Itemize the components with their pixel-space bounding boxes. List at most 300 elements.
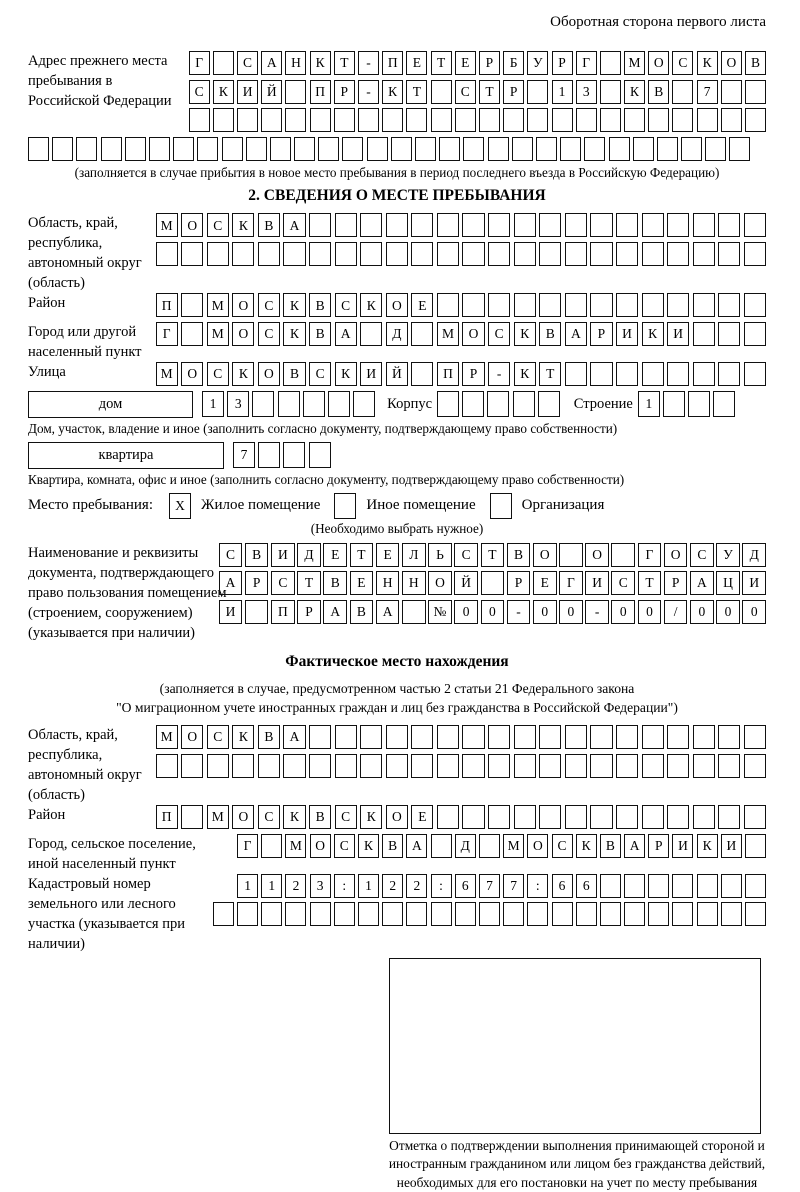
form-cell[interactable]: Д <box>455 834 476 858</box>
form-cell[interactable] <box>411 754 433 778</box>
form-cell[interactable]: 0 <box>716 600 740 624</box>
form-cell[interactable] <box>514 213 536 237</box>
form-cell[interactable] <box>488 242 510 266</box>
form-cell[interactable] <box>536 137 557 161</box>
form-cell[interactable] <box>616 362 638 386</box>
form-cell[interactable]: В <box>745 51 766 75</box>
form-cell[interactable]: К <box>642 322 664 346</box>
form-cell[interactable] <box>565 725 587 749</box>
form-cell[interactable] <box>463 137 484 161</box>
form-cell[interactable] <box>386 754 408 778</box>
form-cell[interactable]: И <box>742 571 766 595</box>
form-cell[interactable] <box>667 293 689 317</box>
form-cell[interactable] <box>718 322 740 346</box>
form-cell[interactable] <box>590 805 612 829</box>
form-cell[interactable] <box>285 108 306 132</box>
form-cell[interactable] <box>721 902 742 926</box>
form-cell[interactable] <box>181 322 203 346</box>
form-cell[interactable] <box>462 754 484 778</box>
form-cell[interactable] <box>693 242 715 266</box>
form-cell[interactable] <box>437 754 459 778</box>
form-cell[interactable]: Д <box>297 543 321 567</box>
form-cell[interactable] <box>52 137 73 161</box>
form-cell[interactable] <box>642 805 664 829</box>
form-cell[interactable]: К <box>213 80 234 104</box>
form-cell[interactable] <box>590 242 612 266</box>
form-cell[interactable] <box>342 137 363 161</box>
form-cell[interactable]: М <box>207 293 229 317</box>
form-cell[interactable] <box>744 293 766 317</box>
checkbox-other-premises[interactable] <box>334 493 356 519</box>
form-cell[interactable] <box>439 137 460 161</box>
form-cell[interactable] <box>718 213 740 237</box>
form-cell[interactable] <box>261 902 282 926</box>
form-cell[interactable] <box>462 391 484 417</box>
form-cell[interactable]: Е <box>406 51 427 75</box>
form-cell[interactable] <box>718 293 740 317</box>
form-cell[interactable]: С <box>611 571 635 595</box>
form-cell[interactable] <box>693 322 715 346</box>
form-cell[interactable] <box>213 108 234 132</box>
form-cell[interactable]: 3 <box>310 874 331 898</box>
form-cell[interactable]: 7 <box>697 80 718 104</box>
form-cell[interactable]: 0 <box>481 600 505 624</box>
checkbox-residential[interactable]: X <box>169 493 191 519</box>
form-cell[interactable]: Е <box>411 805 433 829</box>
form-cell[interactable] <box>173 137 194 161</box>
form-cell[interactable]: К <box>624 80 645 104</box>
form-cell[interactable]: М <box>437 322 459 346</box>
form-cell[interactable] <box>744 725 766 749</box>
form-cell[interactable]: О <box>181 362 203 386</box>
form-cell[interactable] <box>437 805 459 829</box>
form-cell[interactable]: С <box>309 362 331 386</box>
form-cell[interactable] <box>584 137 605 161</box>
form-cell[interactable] <box>283 242 305 266</box>
form-cell[interactable] <box>285 80 306 104</box>
form-cell[interactable] <box>616 725 638 749</box>
form-cell[interactable]: Г <box>156 322 178 346</box>
form-cell[interactable]: С <box>207 725 229 749</box>
form-cell[interactable]: С <box>271 571 295 595</box>
form-cell[interactable] <box>488 725 510 749</box>
form-cell[interactable]: Р <box>664 571 688 595</box>
form-cell[interactable]: Г <box>559 571 583 595</box>
form-cell[interactable] <box>648 874 669 898</box>
form-cell[interactable] <box>611 543 635 567</box>
form-cell[interactable]: Н <box>402 571 426 595</box>
form-cell[interactable]: С <box>690 543 714 567</box>
form-cell[interactable]: У <box>716 543 740 567</box>
form-cell[interactable]: Р <box>507 571 531 595</box>
apartment-type-box[interactable]: квартира <box>28 442 224 469</box>
form-cell[interactable] <box>667 242 689 266</box>
form-cell[interactable] <box>624 108 645 132</box>
form-cell[interactable] <box>222 137 243 161</box>
form-cell[interactable]: О <box>232 293 254 317</box>
form-cell[interactable] <box>462 293 484 317</box>
form-cell[interactable] <box>697 902 718 926</box>
form-cell[interactable]: - <box>358 80 379 104</box>
form-cell[interactable]: С <box>189 80 210 104</box>
form-cell[interactable]: И <box>360 362 382 386</box>
form-cell[interactable] <box>488 293 510 317</box>
form-cell[interactable]: М <box>624 51 645 75</box>
form-cell[interactable]: Е <box>455 51 476 75</box>
form-cell[interactable]: К <box>283 805 305 829</box>
form-cell[interactable] <box>745 902 766 926</box>
form-cell[interactable]: П <box>310 80 331 104</box>
form-cell[interactable]: Р <box>503 80 524 104</box>
form-cell[interactable]: О <box>232 805 254 829</box>
form-cell[interactable] <box>181 754 203 778</box>
form-cell[interactable]: О <box>232 322 254 346</box>
form-cell[interactable] <box>386 242 408 266</box>
form-cell[interactable]: В <box>309 293 331 317</box>
form-cell[interactable]: Н <box>376 571 400 595</box>
form-cell[interactable]: Д <box>386 322 408 346</box>
form-cell[interactable]: 1 <box>237 874 258 898</box>
form-cell[interactable] <box>261 834 282 858</box>
form-cell[interactable] <box>334 902 355 926</box>
form-cell[interactable] <box>431 108 452 132</box>
form-cell[interactable]: / <box>664 600 688 624</box>
form-cell[interactable]: М <box>156 725 178 749</box>
form-cell[interactable] <box>318 137 339 161</box>
form-cell[interactable]: И <box>237 80 258 104</box>
form-cell[interactable] <box>552 108 573 132</box>
form-cell[interactable]: А <box>323 600 347 624</box>
form-cell[interactable] <box>663 391 685 417</box>
form-cell[interactable] <box>648 902 669 926</box>
form-cell[interactable]: Т <box>297 571 321 595</box>
form-cell[interactable]: Р <box>648 834 669 858</box>
form-cell[interactable]: 6 <box>552 874 573 898</box>
form-cell[interactable] <box>335 242 357 266</box>
form-cell[interactable]: 3 <box>576 80 597 104</box>
form-cell[interactable] <box>488 213 510 237</box>
form-cell[interactable] <box>538 391 560 417</box>
form-cell[interactable] <box>512 137 533 161</box>
form-cell[interactable]: И <box>721 834 742 858</box>
form-cell[interactable]: С <box>488 322 510 346</box>
form-cell[interactable]: Е <box>376 543 400 567</box>
form-cell[interactable]: И <box>585 571 609 595</box>
form-cell[interactable] <box>744 242 766 266</box>
form-cell[interactable] <box>283 442 305 468</box>
form-cell[interactable] <box>360 754 382 778</box>
form-cell[interactable]: Р <box>462 362 484 386</box>
form-cell[interactable] <box>213 902 234 926</box>
form-cell[interactable] <box>189 108 210 132</box>
form-cell[interactable]: А <box>283 213 305 237</box>
form-cell[interactable] <box>693 754 715 778</box>
form-cell[interactable] <box>125 137 146 161</box>
form-cell[interactable]: П <box>271 600 295 624</box>
form-cell[interactable]: О <box>533 543 557 567</box>
form-cell[interactable]: Г <box>576 51 597 75</box>
form-cell[interactable]: О <box>386 805 408 829</box>
form-cell[interactable] <box>539 213 561 237</box>
form-cell[interactable]: 0 <box>454 600 478 624</box>
form-cell[interactable] <box>616 213 638 237</box>
form-cell[interactable]: О <box>181 213 203 237</box>
form-cell[interactable]: К <box>232 213 254 237</box>
form-cell[interactable]: : <box>334 874 355 898</box>
form-cell[interactable] <box>382 902 403 926</box>
form-cell[interactable]: К <box>232 725 254 749</box>
form-cell[interactable]: 0 <box>533 600 557 624</box>
form-cell[interactable] <box>261 108 282 132</box>
form-cell[interactable] <box>360 242 382 266</box>
form-cell[interactable] <box>391 137 412 161</box>
form-cell[interactable] <box>576 108 597 132</box>
form-cell[interactable]: 3 <box>227 391 249 417</box>
form-cell[interactable] <box>616 754 638 778</box>
form-cell[interactable] <box>360 322 382 346</box>
form-cell[interactable]: М <box>207 805 229 829</box>
form-cell[interactable]: 0 <box>611 600 635 624</box>
form-cell[interactable] <box>642 293 664 317</box>
form-cell[interactable] <box>600 51 621 75</box>
form-cell[interactable] <box>721 874 742 898</box>
form-cell[interactable] <box>609 137 630 161</box>
form-cell[interactable] <box>213 51 234 75</box>
form-cell[interactable]: 7 <box>233 442 255 468</box>
form-cell[interactable] <box>697 874 718 898</box>
form-cell[interactable] <box>411 362 433 386</box>
form-cell[interactable]: К <box>697 51 718 75</box>
form-cell[interactable] <box>285 902 306 926</box>
form-cell[interactable]: А <box>624 834 645 858</box>
form-cell[interactable] <box>437 293 459 317</box>
form-cell[interactable] <box>590 362 612 386</box>
form-cell[interactable]: : <box>431 874 452 898</box>
form-cell[interactable] <box>411 322 433 346</box>
form-cell[interactable]: - <box>585 600 609 624</box>
form-cell[interactable]: В <box>283 362 305 386</box>
form-cell[interactable] <box>252 391 274 417</box>
form-cell[interactable] <box>237 108 258 132</box>
form-cell[interactable]: В <box>258 725 280 749</box>
checkbox-organization[interactable] <box>490 493 512 519</box>
form-cell[interactable] <box>667 805 689 829</box>
form-cell[interactable] <box>539 293 561 317</box>
form-cell[interactable]: Р <box>590 322 612 346</box>
form-cell[interactable]: 7 <box>503 874 524 898</box>
form-cell[interactable] <box>718 725 740 749</box>
form-cell[interactable]: Н <box>285 51 306 75</box>
form-cell[interactable] <box>335 213 357 237</box>
form-cell[interactable] <box>76 137 97 161</box>
form-cell[interactable] <box>648 108 669 132</box>
form-cell[interactable] <box>744 213 766 237</box>
form-cell[interactable] <box>309 725 331 749</box>
form-cell[interactable]: С <box>335 805 357 829</box>
form-cell[interactable] <box>527 108 548 132</box>
form-cell[interactable] <box>539 754 561 778</box>
form-cell[interactable] <box>527 902 548 926</box>
form-cell[interactable] <box>386 213 408 237</box>
form-cell[interactable]: В <box>245 543 269 567</box>
form-cell[interactable]: Т <box>406 80 427 104</box>
form-cell[interactable] <box>721 108 742 132</box>
form-cell[interactable]: В <box>309 805 331 829</box>
form-cell[interactable] <box>624 902 645 926</box>
form-cell[interactable]: Р <box>552 51 573 75</box>
form-cell[interactable] <box>600 80 621 104</box>
form-cell[interactable] <box>560 137 581 161</box>
form-cell[interactable] <box>488 137 509 161</box>
form-cell[interactable]: Р <box>334 80 355 104</box>
form-cell[interactable] <box>258 442 280 468</box>
form-cell[interactable]: П <box>156 293 178 317</box>
form-cell[interactable]: Й <box>454 571 478 595</box>
form-cell[interactable]: : <box>527 874 548 898</box>
form-cell[interactable]: О <box>664 543 688 567</box>
form-cell[interactable]: - <box>488 362 510 386</box>
form-cell[interactable]: О <box>386 293 408 317</box>
form-cell[interactable] <box>667 213 689 237</box>
form-cell[interactable] <box>462 805 484 829</box>
form-cell[interactable] <box>672 80 693 104</box>
form-cell[interactable]: Е <box>533 571 557 595</box>
form-cell[interactable]: В <box>323 571 347 595</box>
form-cell[interactable]: В <box>309 322 331 346</box>
form-cell[interactable] <box>431 80 452 104</box>
form-cell[interactable]: К <box>283 293 305 317</box>
form-cell[interactable] <box>590 725 612 749</box>
form-cell[interactable] <box>590 213 612 237</box>
form-cell[interactable]: П <box>382 51 403 75</box>
form-cell[interactable] <box>386 725 408 749</box>
form-cell[interactable]: Е <box>411 293 433 317</box>
form-cell[interactable] <box>565 805 587 829</box>
form-cell[interactable]: Л <box>402 543 426 567</box>
form-cell[interactable]: - <box>358 51 379 75</box>
form-cell[interactable] <box>335 725 357 749</box>
form-cell[interactable] <box>642 213 664 237</box>
form-cell[interactable]: С <box>258 805 280 829</box>
form-cell[interactable] <box>488 754 510 778</box>
form-cell[interactable]: Е <box>323 543 347 567</box>
form-cell[interactable]: К <box>697 834 718 858</box>
form-cell[interactable]: С <box>258 293 280 317</box>
form-cell[interactable]: Ь <box>428 543 452 567</box>
form-cell[interactable] <box>745 108 766 132</box>
form-cell[interactable]: 1 <box>552 80 573 104</box>
form-cell[interactable]: С <box>258 322 280 346</box>
form-cell[interactable] <box>693 805 715 829</box>
form-cell[interactable] <box>283 754 305 778</box>
form-cell[interactable] <box>693 213 715 237</box>
form-cell[interactable] <box>744 362 766 386</box>
form-cell[interactable]: А <box>565 322 587 346</box>
form-cell[interactable]: В <box>258 213 280 237</box>
form-cell[interactable] <box>667 754 689 778</box>
form-cell[interactable]: Й <box>261 80 282 104</box>
form-cell[interactable] <box>718 362 740 386</box>
form-cell[interactable] <box>149 137 170 161</box>
form-cell[interactable] <box>358 902 379 926</box>
form-cell[interactable] <box>310 902 331 926</box>
form-cell[interactable]: С <box>219 543 243 567</box>
form-cell[interactable]: К <box>514 322 536 346</box>
form-cell[interactable]: К <box>576 834 597 858</box>
form-cell[interactable]: А <box>219 571 243 595</box>
form-cell[interactable] <box>633 137 654 161</box>
form-cell[interactable] <box>258 242 280 266</box>
form-cell[interactable]: М <box>503 834 524 858</box>
form-cell[interactable] <box>431 834 452 858</box>
form-cell[interactable] <box>590 293 612 317</box>
form-cell[interactable] <box>514 805 536 829</box>
form-cell[interactable] <box>565 754 587 778</box>
form-cell[interactable] <box>479 902 500 926</box>
form-cell[interactable]: 6 <box>576 874 597 898</box>
form-cell[interactable] <box>600 874 621 898</box>
form-cell[interactable] <box>539 805 561 829</box>
form-cell[interactable] <box>101 137 122 161</box>
form-cell[interactable] <box>462 213 484 237</box>
form-cell[interactable]: П <box>437 362 459 386</box>
form-cell[interactable] <box>334 108 355 132</box>
form-cell[interactable]: С <box>454 543 478 567</box>
form-cell[interactable] <box>616 242 638 266</box>
form-cell[interactable]: С <box>672 51 693 75</box>
form-cell[interactable] <box>624 874 645 898</box>
form-cell[interactable] <box>642 754 664 778</box>
form-cell[interactable] <box>237 902 258 926</box>
form-cell[interactable] <box>672 874 693 898</box>
form-cell[interactable] <box>258 754 280 778</box>
form-cell[interactable] <box>488 805 510 829</box>
form-cell[interactable] <box>358 108 379 132</box>
form-cell[interactable]: К <box>382 80 403 104</box>
form-cell[interactable]: Й <box>386 362 408 386</box>
form-cell[interactable]: 0 <box>638 600 662 624</box>
form-cell[interactable] <box>513 391 535 417</box>
form-cell[interactable] <box>600 902 621 926</box>
form-cell[interactable]: 7 <box>479 874 500 898</box>
form-cell[interactable]: М <box>156 213 178 237</box>
form-cell[interactable]: Б <box>503 51 524 75</box>
form-cell[interactable]: О <box>181 725 203 749</box>
form-cell[interactable] <box>565 213 587 237</box>
form-cell[interactable] <box>278 391 300 417</box>
form-cell[interactable]: В <box>648 80 669 104</box>
form-cell[interactable]: А <box>406 834 427 858</box>
form-cell[interactable] <box>406 108 427 132</box>
form-cell[interactable]: А <box>335 322 357 346</box>
form-cell[interactable]: Т <box>350 543 374 567</box>
form-cell[interactable] <box>309 242 331 266</box>
form-cell[interactable]: Т <box>539 362 561 386</box>
form-cell[interactable] <box>245 600 269 624</box>
form-cell[interactable]: 0 <box>690 600 714 624</box>
form-cell[interactable]: А <box>690 571 714 595</box>
form-cell[interactable]: К <box>360 805 382 829</box>
form-cell[interactable] <box>745 874 766 898</box>
form-cell[interactable] <box>207 754 229 778</box>
form-cell[interactable]: К <box>232 362 254 386</box>
form-cell[interactable] <box>539 725 561 749</box>
form-cell[interactable] <box>713 391 735 417</box>
form-cell[interactable] <box>437 242 459 266</box>
house-type-box[interactable]: дом <box>28 391 193 418</box>
form-cell[interactable]: С <box>207 213 229 237</box>
form-cell[interactable]: О <box>527 834 548 858</box>
